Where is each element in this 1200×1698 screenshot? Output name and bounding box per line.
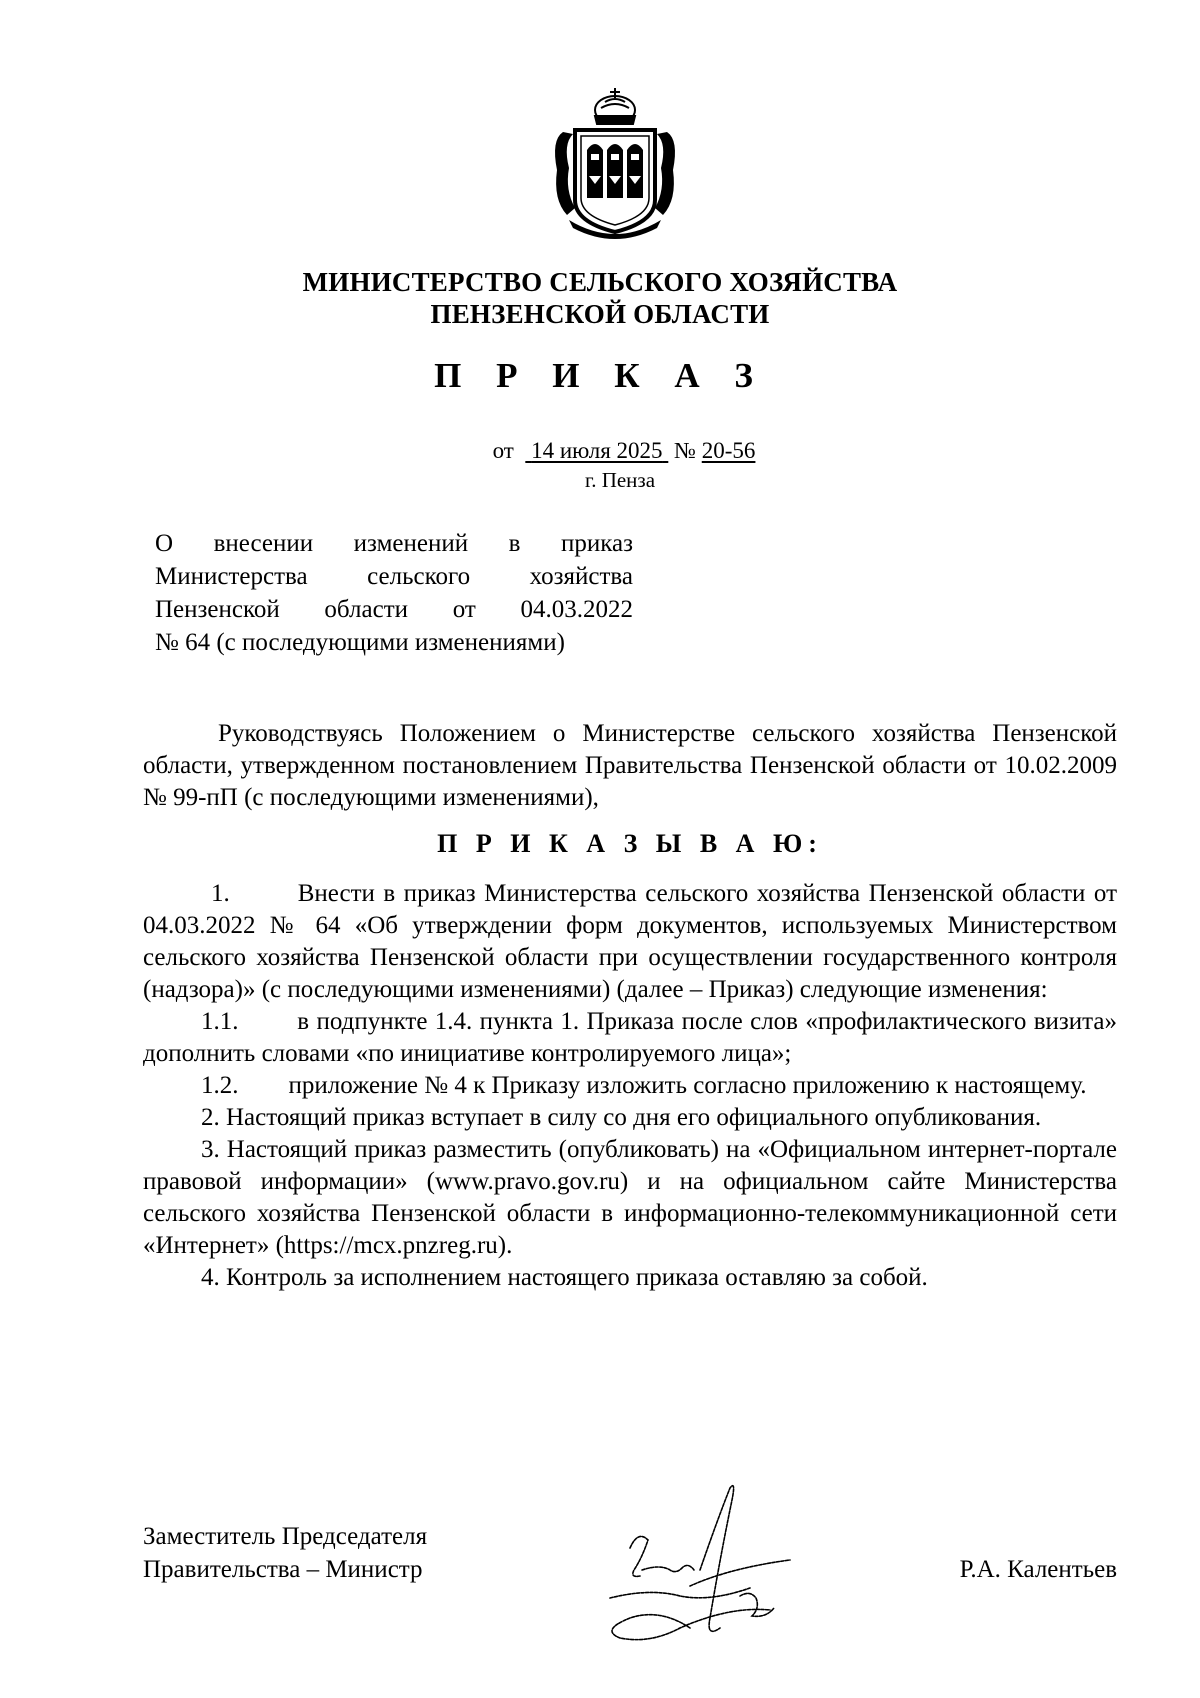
- date-prefix: от: [492, 438, 514, 463]
- ministry-name-line2: ПЕНЗЕНСКОЙ ОБЛАСТИ: [430, 299, 770, 329]
- item-1-1-text: в подпункте 1.4. пункта 1. Приказа после слов «профилактического визита» дополнить словами «по инициативе контролируемого лица»;: [143, 1008, 1117, 1067]
- ministry-name: [0, 266, 1200, 330]
- item-1-2-text: приложение № 4 к Приказу изложить согласно приложению к настоящему.: [288, 1072, 1087, 1099]
- position-line2: Правительства – Министр: [143, 1556, 423, 1583]
- item-1-1-number: 1.1.: [201, 1008, 239, 1035]
- document-type: П Р И К А З: [434, 356, 766, 395]
- document-subject: [155, 527, 633, 659]
- item-1-2-paragraph: [143, 1070, 1117, 1102]
- item-3-paragraph: 3. Настоящий приказ разместить (опубликовать) на «Официальном интернет-портале правовой информации» (www.pravo.gov.ru) и на официальном сайте Министерства сельского хозяйства Пензенской области в информационно-телекоммуникационной сети «Интернет» (https://mcx.pnzreg.ru).: [143, 1136, 1117, 1259]
- item-1-1-paragraph: [143, 1006, 1117, 1070]
- document-body: [143, 718, 1117, 1294]
- item-1-paragraph: [143, 878, 1117, 1006]
- signatory-name: Р.А. Калентьев: [959, 1556, 1117, 1583]
- subject-line3: Пензенской области от 04.03.2022: [155, 596, 633, 623]
- signatory-position: [143, 1520, 543, 1586]
- subject-line2: Министерства сельского хозяйства: [155, 563, 633, 590]
- item-1-2-number: 1.2.: [201, 1072, 239, 1099]
- number-prefix: №: [674, 438, 696, 463]
- item-1-text: Внести в приказ Министерства сельского хозяйства Пензенской области от 04.03.2022 № 64 «Об утверждении форм документов, используемых Министерством сельского хозяйства Пензенской области при осуществлении государственного контроля (надзора)» (с последующими изменениями) (далее – Приказ) следующие изменения:: [143, 880, 1117, 1003]
- preamble-paragraph: Руководствуясь Положением о Министерстве сельского хозяйства Пензенской области, утвержденном постановлением Правительства Пензенской области от 10.02.2009 № 99-пП (с последующими изменениями),: [143, 720, 1117, 811]
- handwritten-signature: [590, 1478, 850, 1648]
- subject-line4: № 64 (с последующими изменениями): [155, 629, 565, 656]
- subject-line1: О внесении изменений в приказ: [155, 530, 633, 557]
- position-line1: Заместитель Председателя: [143, 1523, 428, 1550]
- ministry-name-line1: МИНИСТЕРСТВО СЕЛЬСКОГО ХОЗЯЙСТВА: [302, 267, 898, 297]
- coat-of-arms-icon: [545, 80, 685, 240]
- item-2-paragraph: 2. Настоящий приказ вступает в силу со дня его официального опубликования.: [201, 1104, 1042, 1131]
- date-number-line: [0, 438, 1200, 464]
- item-1-number: 1.: [211, 880, 230, 907]
- item-4-paragraph: 4. Контроль за исполнением настоящего приказа оставляю за собой.: [201, 1264, 928, 1291]
- document-number: 20-56: [701, 438, 756, 463]
- order-word-heading: П Р И К А З Ы В А Ю:: [437, 829, 823, 858]
- city: г. Пенза: [584, 468, 656, 492]
- document-date: 14 июля 2025: [531, 438, 663, 463]
